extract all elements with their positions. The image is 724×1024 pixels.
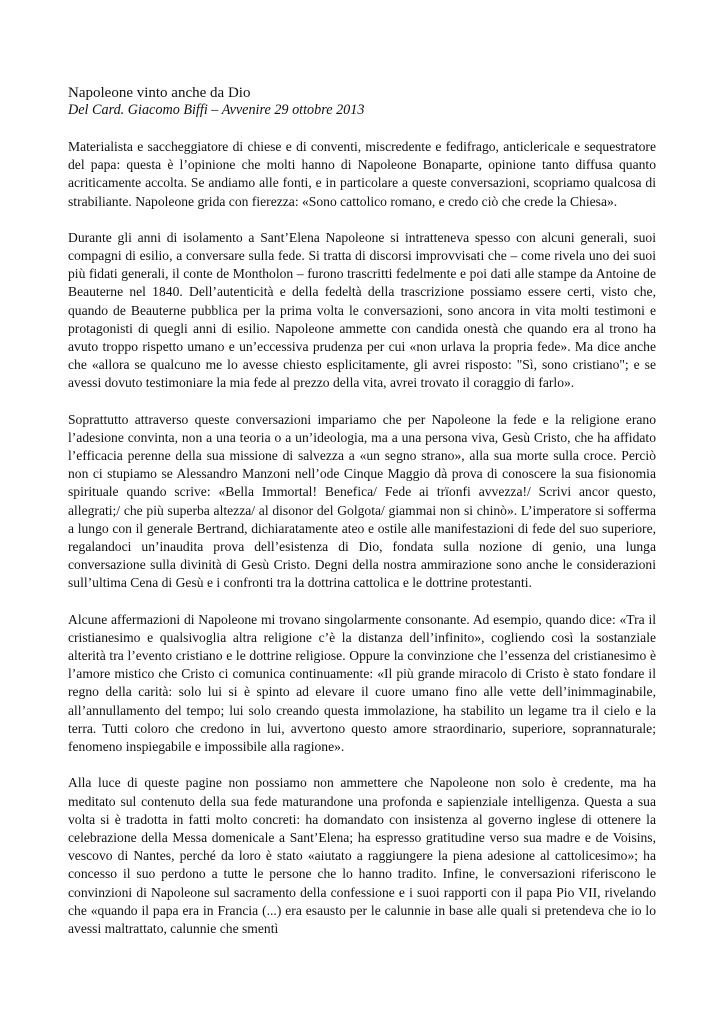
paragraph-1: Materialista e saccheggiatore di chiese e di conventi, miscredente e fedifrago, anticlericale e sequestratore del papa: questa è l’opinione che molti hanno di Napoleone Bonaparte, opinione tanto diffusa quanto acriticamente accolta. Se andiamo alle fonti, e in particolare a queste conversazioni, scopriamo qualcosa di strabiliante. Napoleone grida con fierezza: «Sono cattolico romano, e credo ciò che crede la Chiesa». [68,139,656,209]
paragraph-5: Alla luce di queste pagine non possiamo non ammettere che Napoleone non solo è credente, ma ha meditato sul contenuto della sua fede maturandone una profonda e sapienziale intelligenza. Questa a sua volta si è tradotta in fatti molto concreti: ha domandato con insistenza al governo inglese di ottenere la celebrazione della Messa domenicale a Sant’Elena; ha espresso gratitudine verso sua madre e de Voisins, vescovo di Nantes, perché da loro è stato «aiutato a raggiungere la piena adesione al cattolicesimo»; ha concesso il suo perdono a tutte le persone che lo hanno tradito. Infine, le conversazioni riferiscono le convinzioni di Napoleone sul sacramento della confessione e i suoi rapporti con il papa Pio VII, rivelando che «quando il papa era in Francia (...) era esausto per le calunnie in base alle quali si pretendeva che io lo avessi maltrattato, calunnie che smentì [68,775,656,936]
article-title: Napoleone vinto anche da Dio [68,85,251,101]
paragraph-2: Durante gli anni di isolamento a Sant’Elena Napoleone si intratteneva spesso con alcuni generali, suoi compagni di esilio, a conversare sulla fede. Si tratta di discorsi improvvisati che – come rivela uno dei suoi più fidati generali, il conte de Montholon – furono trascritti fedelmente e poi dati alle stampe da Antoine de Beauterne nel 1840. Dell’autenticità e della fedeltà della trascrizione possiamo essere certi, visto che, quando de Beauterne pubblica per la prima volta le conversazioni, sono ancora in vita molti testimoni e protagonisti di quegli anni di esilio. Napoleone ammette con candida onestà che quando era al trono ha avuto troppo rispetto umano e un’eccessiva prudenza per cui «non urlava la propria fede». Ma dice anche che «allora se qualcuno me lo avesse chiesto esplicitamente, gli avrei risposto: "Sì, sono cristiano"; e se avessi dovuto testimoniare la mia fede al prezzo della vita, avrei trovato il coraggio di farlo». [68,229,656,391]
paragraph-4: Alcune affermazioni di Napoleone mi trovano singolarmente consonante. Ad esempio, quando dice: «Tra il cristianesimo e qualsivoglia altra religione c’è la distanza dell’infinito», cogliendo così la sostanziale alterità tra l’evento cristiano e le dottrine religiose. Oppure la convinzione che l’essenza del cristianesimo è l’amore mistico che Cristo ci comunica continuamente: «Il più grande miracolo di Cristo è stato fondare il regno della carità: solo lui si è spinto ad elevare il cuore umano fino alle vette dell’inimmaginabile, all’annullamento del tempo; lui solo creando questa immolazione, ha stabilito un legame tra il cielo e la terra. Tutti coloro che credono in lui, avvertono questo amore straordinario, superiore, soprannaturale; fenomeno inspiegabile e impossibile alla ragione». [68,611,656,755]
article-byline: Del Card. Giacomo Biffi – Avvenire 29 ottobre 2013 [68,102,365,118]
paragraph-3: Soprattutto attraverso queste conversazioni impariamo che per Napoleone la fede e la religione erano l’adesione convinta, non a una teoria o a un’ideologia, ma a una persona viva, Gesù Cristo, che ha affidato l’efficacia perenne della sua missione di salvezza a «un segno strano», alla sua morte sulla croce. Perciò non ci stupiamo se Alessandro Manzoni nell’ode Cinque Maggio dà prova di conoscere la sua fisionomia spirituale quando scrive: «Bella Immortal! Benefica/ Fede ai trïonfi avvezza!/ Scrivi ancor questo, allegrati;/ che più superba altezza/ al disonor del Golgota/ giammai non si chinò». L’imperatore si sofferma a lungo con il generale Bertrand, dichiaratamente ateo e ostile alle manifestazioni di fede del suo superiore, regalandoci un’inaudita prova dell’esistenza di Dio, fondata sulla nozione di genio, una lunga conversazione sulla divinità di Gesù Cristo. Degni della nostra ammirazione sono anche le considerazioni sull’ultima Cena di Gesù e i confronti tra la dottrina cattolica e le dottrine protestanti. [68,411,656,591]
document-page [68,84,656,956]
